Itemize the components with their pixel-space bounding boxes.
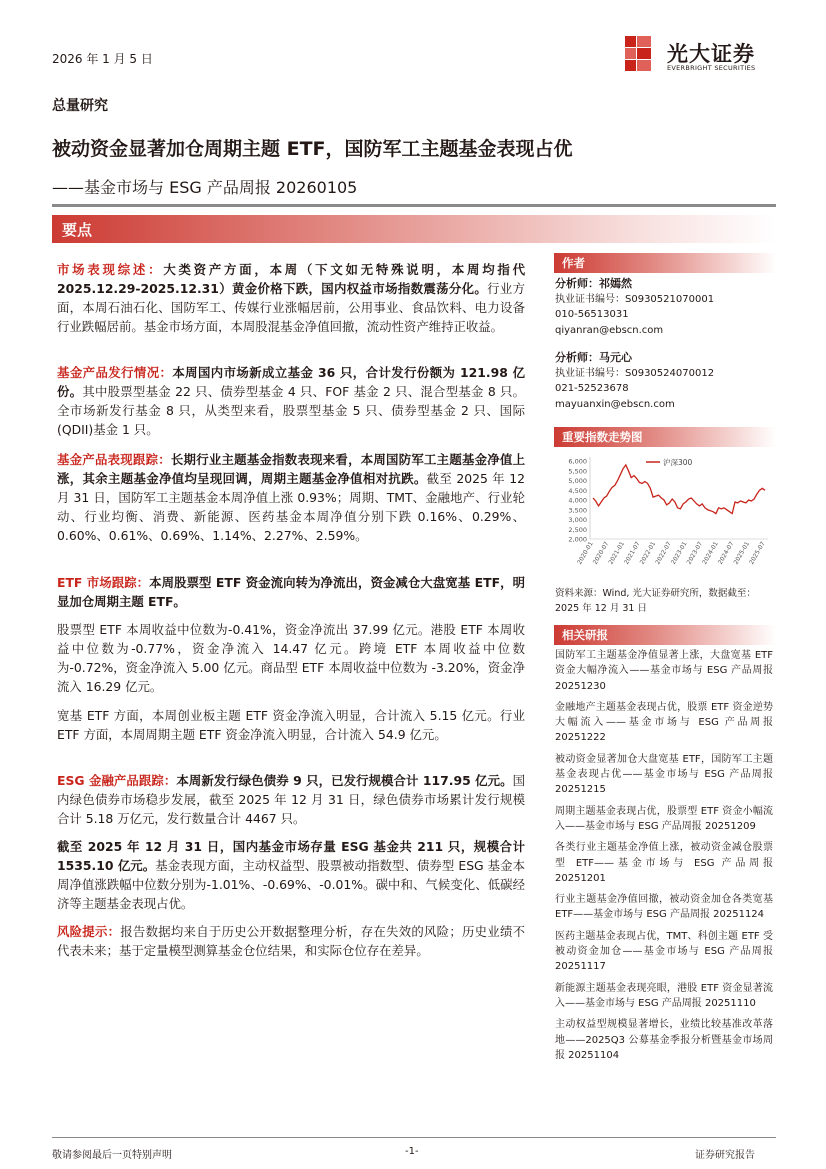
series-line [593,465,765,514]
analyst-license: 执业证书编号：S0930521070001 [555,293,715,305]
y-tick-label: 3,500 [568,506,587,515]
section-esg-products [57,771,525,828]
x-tick-label: 2020-07 [591,540,611,566]
x-tick-label: 2022-07 [654,540,673,566]
report-date: 2026 年 1 月 5 日 [52,52,153,66]
section-text: 截至 2025 年 12 月 31 日，国防军工主题基金本周净值上涨 0.93%；周期、TMT、金融地产、行业轮动、行业均衡、消费、新能源、医药基金本周净值分别下跌 0.16%、0.29%、0.60%、0.61%、0.69%、1.14%、2.27%、2.59%。 [57,471,526,543]
analyst-name: 分析师：祁嫣然 [555,277,632,290]
y-tick-label: 5,500 [568,467,587,476]
footer-disclaimer[interactable]: 敬请参阅最后一页特别声明 [52,1150,172,1161]
related-report-link[interactable]: 主动权益型规模显著增长，业绩比较基准改革落地——2025Q3 公募基金季报分析暨基金市场周报 20251104 [555,1019,773,1061]
index-trend-chart [554,453,776,583]
y-tick-label: 4,000 [568,496,587,505]
company-logo [625,36,775,76]
related-report-link[interactable]: 被动资金显著加仓大盘宽基 ETF，国防军工主题基金表现占优——基金市场与 ESG 产品周报 20251215 [555,753,773,796]
section-text: 报告数据均来自于历史公开数据整理分析，存在失效的风险；历史业绩不代表未来；基于定量模型测算基金仓位结果，和实际仓位存在差异。 [57,924,526,958]
section-bold-text: 本周股票型 ETF 资金流向转为净流出，资金减仓大盘宽基 ETF，明显加仓周期主题 ETF。 [57,575,525,609]
analyst-email[interactable]: mayuanxin@ebscn.com [555,398,675,410]
section-bold-text: 长期行业主题基金指数表现来看，本周国防军工主题基金净值上涨，其余主题基金净值均呈现回调，周期主题基金净值相对抗跌。 [57,452,526,486]
footer-brand: 证券研究报告 [695,1150,755,1161]
section-text: 其中股票型基金 22 只、债券型基金 4 只、FOF 基金 2 只、混合型基金 8 只。全市场新发行基金 8 只，从类型来看，股票型基金 5 只、债券型基金 2 只、国际(QDII)基金 1 只。 [57,384,525,437]
report-subtitle: ——基金市场与 ESG 产品周报 20260105 [52,178,358,197]
footer-divider [52,1137,776,1138]
logo-english-name: EVERBRIGHT SECURITIES [667,64,756,72]
analyst-card [555,350,714,412]
x-tick-label: 2024-01 [701,540,720,566]
y-tick-label: 4,500 [568,486,587,495]
x-tick-label: 2021-07 [623,540,642,566]
related-reports-list [555,648,773,1069]
section-risk-warning [57,922,525,960]
analyst-name: 分析师：马元心 [555,351,632,364]
header-divider [52,204,776,207]
section-bold-text: 大类资产方面，本周（下文如无特殊说明，本周均指代 2025.12.29-2025.12.31）黄金价格下跌，国内权益市场指数震荡分化。 [57,262,526,296]
analyst-license: 执业证书编号：S0930524070012 [555,367,715,379]
y-tick-label: 2,000 [568,535,587,544]
section-heading: 基金产品发行情况： [57,365,173,380]
chart-label: 重要指数走势图 [562,430,643,444]
section-etf-tracking [57,573,525,611]
section-market-overview [57,260,525,336]
report-title: 被动资金显著加仓周期主题 ETF，国防军工主题基金表现占优 [52,138,573,160]
y-tick-label: 3,000 [568,516,587,524]
key-points-label: 要点 [62,221,93,239]
analyst-card [555,276,714,338]
related-report-link[interactable]: 国防军工主题基金净值显著上涨，大盘宽基 ETF 资金大幅净流入——基金市场与 ESG 产品周报 20251230 [555,650,773,692]
related-research-header [554,625,776,645]
x-tick-label: 2023-01 [669,540,689,566]
y-tick-label: 6,000 [568,457,587,466]
y-tick-label: 2,500 [568,525,587,534]
section-heading: 基金产品表现跟踪： [57,452,171,467]
related-research-label: 相关研报 [562,628,608,642]
section-fund-issuance [57,363,525,439]
paragraph-etf-returns [57,620,525,696]
section-fund-performance [57,450,525,545]
section-text: 股票型 ETF 本周收益中位数为-0.41%，资金净流出 37.99 亿元。港股 ETF 本周收益中位数为-0.77%，资金净流入 14.47 亿元。跨境 ETF 本周收益中位数为-0.72%，资金净流入 5.00 亿元。商品型 ETF 本周收益中位数为 -3.20%，资金净流入 16.29 亿元。 [57,622,525,694]
related-report-link[interactable]: 新能源主题基金表现亮眼，港股 ETF 资金显著流入——基金市场与 ESG 产品周报 20251110 [555,982,773,1009]
authors-label: 作者 [562,256,585,270]
section-text: 国内绿色债券市场稳步发展，截至 2025 年 12 月 31 日，绿色债券市场累计发行规模合计 5.18 万亿元，发行数量合计 4467 只。 [57,773,525,826]
page-number: -1- [405,1146,419,1157]
related-report-link[interactable]: 各类行业主题基金净值上涨，被动资金减仓股票型 ETF——基金市场与 ESG 产品周报 20251201 [555,842,773,884]
y-tick-label: 5,000 [568,477,587,485]
analyst-email[interactable]: qiyanran@ebscn.com [555,324,664,336]
logo-name: 光大证券 [667,42,755,66]
section-bold-text: 本周国内市场新成立基金 36 只，合计发行份额为 121.98 亿份。 [57,365,526,399]
analyst-phone: 010-56513031 [555,309,629,320]
paragraph-esg-funds [57,837,525,913]
x-tick-label: 2020-01 [576,540,595,566]
section-heading: ETF 市场跟踪： [57,575,150,590]
section-text: 基金表现方面，主动权益型、股票被动指数型、债券型 ESG 基金本周净值涨跌幅中位数分别为-1.01%、-0.69%、-0.01%。碳中和、气候变化、低碳经济等主题基金表现占优。 [57,858,525,911]
section-bold-text: 截至 2025 年 12 月 31 日，国内基金市场存量 ESG 基金共 211 只，规模合计 1535.10 亿元。 [57,839,525,873]
authors-header [554,253,776,273]
section-heading: ESG 金融产品跟踪： [57,773,177,788]
x-tick-label: 2021-01 [607,540,627,566]
chart-header [554,427,776,447]
section-heading: 风险提示： [57,924,121,939]
legend-label: 沪深300 [663,458,693,467]
related-report-link[interactable]: 金融地产主题基金表现占优，股票 ETF 资金逆势大幅流入——基金市场与 ESG 产品周报 20251222 [555,701,773,744]
x-tick-label: 2025-07 [748,540,767,566]
section-bold-text: 本周新发行绿色债券 9 只，已发行规模合计 117.95 亿元。 [176,773,513,788]
section-text: 宽基 ETF 方面，本周创业板主题 ETF 资金净流入明显，合计流入 5.15 亿元。行业 ETF 方面，本周周期主题 ETF 资金净流入明显，合计流入 54.9 亿元。 [57,708,525,742]
report-category: 总量研究 [52,98,108,114]
related-report-link[interactable]: 行业主题基金净值回撤，被动资金加仓各类宽基 ETF——基金市场与 ESG 产品周报 20251124 [555,894,773,921]
key-points-bar [52,215,776,243]
logo-mark-icon [625,36,653,72]
x-tick-label: 2023-07 [685,540,705,566]
section-text: 行业方面，本周石油石化、国防军工、传媒行业涨幅居前，公用事业、食品饮料、电力设备行业跌幅居前。基金市场方面，本周股混基金净值回撤，流动性资产维持正收益。 [57,281,525,334]
paragraph-etf-flows [57,706,525,744]
related-report-link[interactable]: 周期主题基金表现占优，股票型 ETF 资金小幅流入——基金市场与 ESG 产品周报 20251209 [555,805,773,832]
chart-source-note: 资料来源：Wind, 光大证券研究所，数据截至：2025 年 12 月 31 日 [555,588,756,614]
x-tick-label: 2025-01 [732,540,752,566]
section-heading: 市场表现综述： [57,262,164,277]
analyst-phone: 021-52523678 [555,383,629,394]
x-tick-label: 2024-07 [716,540,736,566]
related-report-link[interactable]: 医药主题基金表现占优，TMT、科创主题 ETF 受被动资金加仓——基金市场与 ESG 产品周报 20251117 [555,930,773,973]
x-tick-label: 2022-01 [638,540,658,566]
